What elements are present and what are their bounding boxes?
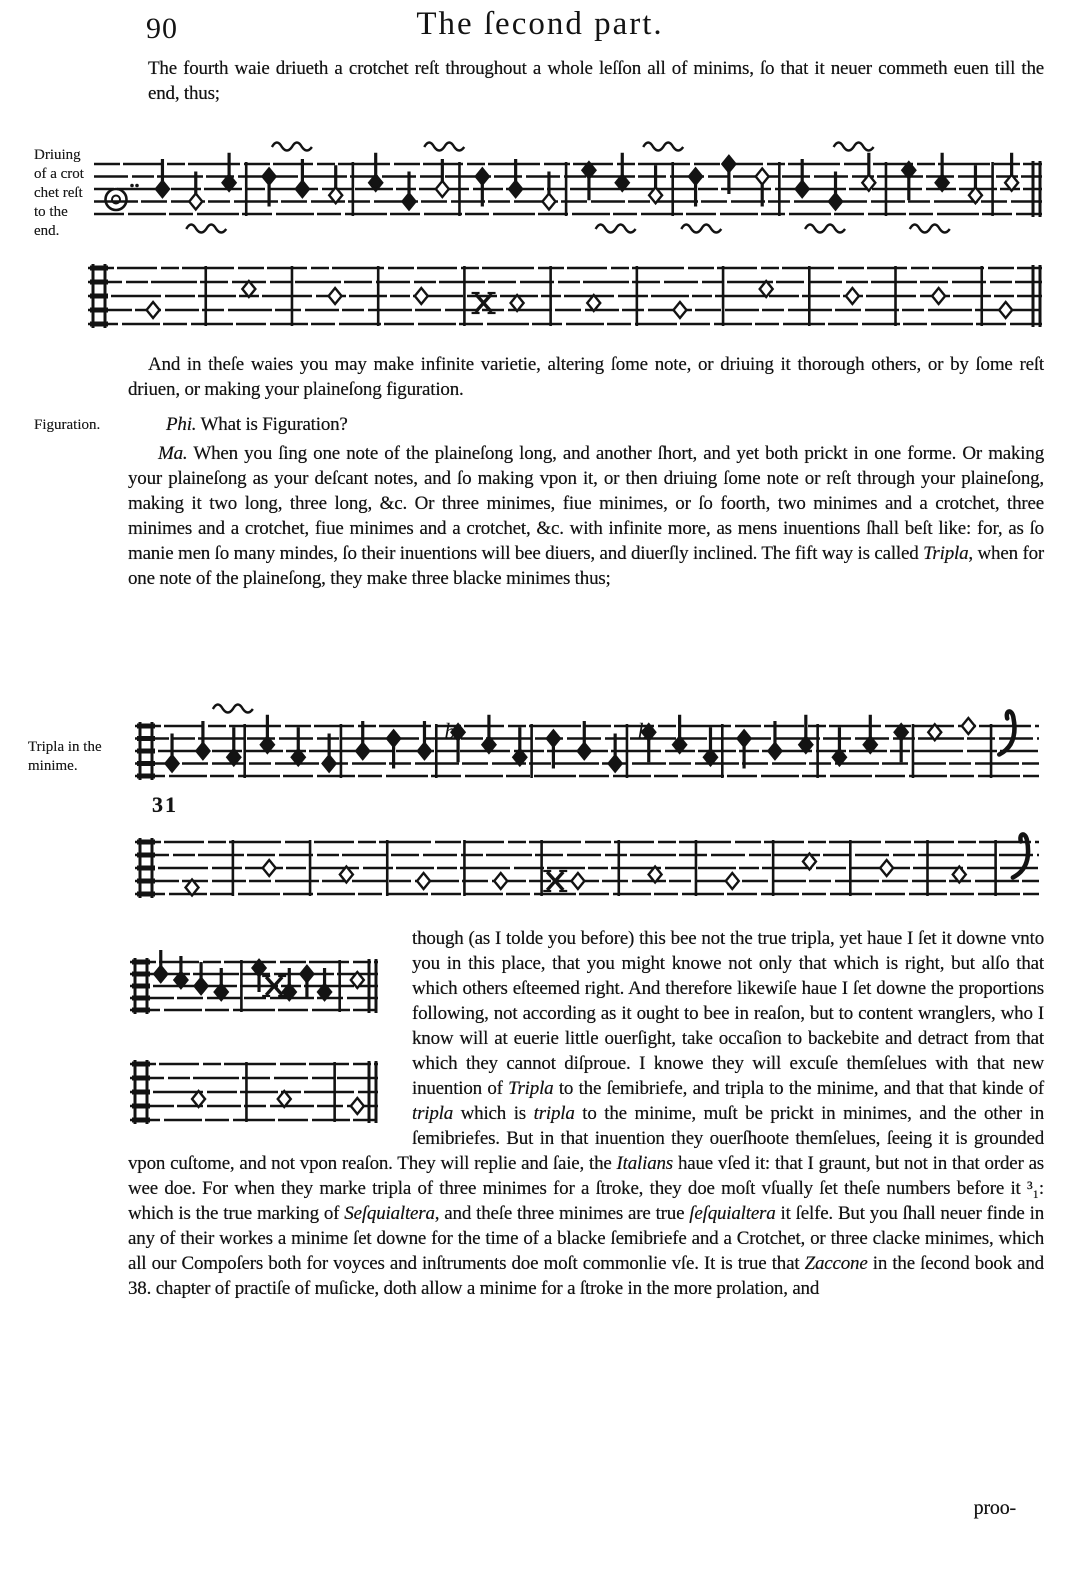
svg-text:b: b <box>637 718 649 744</box>
music-example2-plainsong-staff <box>133 822 1041 918</box>
music-example3-upper-staff <box>128 932 380 1024</box>
example2-number-label: 31 <box>152 792 178 817</box>
music-example1-plainsong-staff <box>86 254 1044 342</box>
page-number: 90 <box>146 12 178 45</box>
music-example3 <box>128 928 396 1140</box>
margin-note-driving: Driuing of a crot chet reſt to the end. <box>34 147 84 239</box>
dialogue-phi: Phi. What is Figuration? <box>166 414 348 435</box>
page-title: The ſecond part. <box>416 6 664 42</box>
paragraph-intro: The fourth waie driueth a crotchet reſt throughout a whole leſſon all of minims, ſo that it neuer commeth euen till the end, thus; <box>148 58 1044 104</box>
paragraph-varietie: And in theſe waies you may make infinite varietie, altering ſome note, or driuing it thorough others, or by ſome reſt driuen, or making your plaineſong figuration. <box>128 354 1044 400</box>
music-example2-tripla-staff <box>133 690 1041 802</box>
margin-note-figuration: Figuration. <box>34 417 101 433</box>
catchword: proo- <box>973 1497 1016 1519</box>
music-example1-descant-staff <box>92 128 1044 242</box>
dialogue-ma: Ma. When you ſing one note of the plaineſong long, and another ſhort, and yet both prickt in one forme. Or making your plaineſong as your deſcant notes, and ſo making vpon it, or then driuing ſome note or reſt through your plaineſong, making it two long, three long, &c. Or three minimes, fiue minimes, or ſo foorth, two minimes and a crotchet, three minimes and a crotchet, fiue minimes and a crotchet, &c. with infinite more, as mens inuentions ſhall beſt like: for, as ſo manie men ſo many mindes, ſo their inuentions will bee diuers, and diuerſly inclined. The fift way is called Tripla, when for one note of the plaineſong, they make three blacke minimes thus; <box>128 443 1044 589</box>
paragraph-body <box>128 926 1044 1301</box>
margin-note-tripla: Tripla in the minime. <box>28 739 102 774</box>
svg-text:b: b <box>444 718 456 744</box>
paragraph-body-text: though (as I tolde you before) this bee not the true tripla, yet haue I ſet it downe vnto you in this place, that you might knowe not only that which is right, but alſo that which others eſteemed right. And therefore likewiſe haue I ſet downe the proportions following, not according as it ought to bee in reaſon, but to content wranglers, who I know will at euerie little ouerſight, take occaſion to backebite and detract from that which they cannot diſproue. I knowe they will excuſe themſelues with that new inuention of Tripla to the ſemibriefe, and tripla to the minime, and that that kinde of tripla which is tripla to the minime, muſt be prickt in minimes, and the other in ſemibriefes. But in that inuention they ouerſhoote themſelues, ſeeing it is grounded vpon cuſtome, and not vpon reaſon. They will replie and ſaie, the Italians haue vſed it: that I graunt, but not in that order as wee doe. For when they marke tripla of three minimes for a ſtroke, they doe moſt vſually ſet theſe numbers before it ³₁: which is the true marking of Seſquialtera, and theſe three minimes are true ſeſquialtera it ſelfe. But you ſhall neuer finde in any of their workes a minime ſet downe for the time of a blacke ſemibriefe and a Crotchet, or three clacke minimes, which all our Compoſers both for voyces and inſtruments doe moſt commonlie vſe. It is true that Zaccone in the ſecond book and 38. chapter of practiſe of muſicke, doth allow a minime for a ſtroke in the more prolation, and <box>128 928 1045 1299</box>
music-example3-lower-staff <box>128 1054 380 1136</box>
